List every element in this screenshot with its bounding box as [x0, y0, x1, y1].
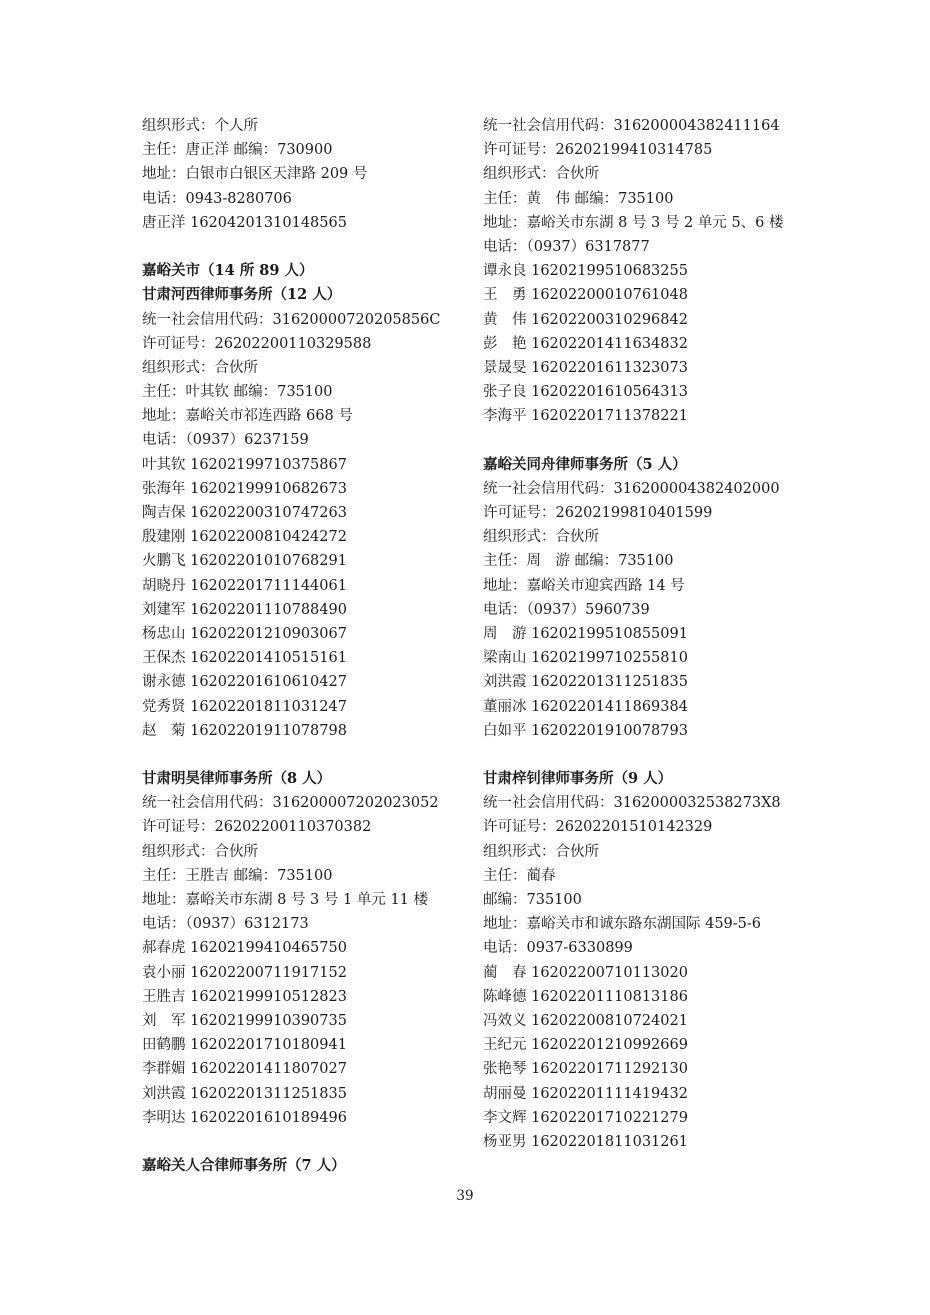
text-line: 组织形式：合伙所 — [483, 166, 599, 183]
text-line: 组织形式：个人所 — [142, 118, 258, 134]
text-line: 统一社会信用代码：3162000032538273X8 — [483, 795, 781, 812]
text-line: 主任：唐正洋 邮编：730900 — [142, 142, 333, 159]
text-line: 许可证号：26202200110370382 — [142, 819, 372, 836]
text-line: 杨亚男 16202201811031261 — [483, 1133, 688, 1150]
text-line: 地址：嘉峪关市东湖 8 号 3 号 1 单元 11 楼 — [142, 892, 428, 908]
section-heading: 甘肃明昊律师事务所（8 人） — [142, 770, 332, 788]
text-line: 赵 菊 16202201911078798 — [142, 722, 347, 739]
text-line: 地址：嘉峪关市迎宾西路 14 号 — [483, 577, 685, 594]
text-line: 地址：白银市白银区天津路 209 号 — [142, 166, 368, 183]
text-line: 陈峰德 16202201110813186 — [483, 988, 688, 1005]
text-line: 冯效义 16202200810724021 — [483, 1012, 688, 1029]
section-heading: 嘉峪关同舟律师事务所（5 人） — [483, 455, 687, 473]
text-line: 电话：0943-8280706 — [142, 190, 292, 207]
spacer — [142, 1130, 502, 1154]
spacer — [483, 743, 843, 767]
text-line: 组织形式：合伙所 — [483, 843, 599, 860]
text-line: 刘洪霞 16202201311251835 — [142, 1085, 347, 1102]
text-line: 主任：蔺春 — [483, 867, 556, 884]
spacer — [483, 428, 843, 452]
section-heading: 甘肃梓钊律师事务所（9 人） — [483, 770, 673, 788]
text-line: 梁南山 16202199710255810 — [483, 650, 688, 667]
text-line: 叶其钦 16202199710375867 — [142, 456, 347, 473]
text-line: 组织形式：合伙所 — [483, 529, 599, 546]
text-line: 统一社会信用代码：316200004382402000 — [483, 480, 780, 497]
text-line: 张艳琴 16202201711292130 — [483, 1061, 688, 1078]
text-line: 陶吉保 16202200310747263 — [142, 505, 347, 521]
text-line: 胡丽曼 16202201111419432 — [483, 1085, 688, 1102]
text-line: 胡晓丹 16202201711144061 — [142, 577, 347, 594]
text-line: 董丽冰 16202201411869384 — [483, 698, 688, 715]
section-heading: 甘肃河西律师事务所（12 人） — [142, 286, 342, 304]
text-line: 统一社会信用代码：316200007202023052 — [142, 795, 439, 812]
text-line: 统一社会信用代码：31620000720205856C — [142, 311, 441, 328]
text-line: 李群媚 16202201411807027 — [142, 1061, 347, 1078]
text-line: 张海年 16202199910682673 — [142, 480, 347, 497]
page-number: 39 — [456, 1188, 474, 1204]
text-line: 黄 伟 16202200310296842 — [483, 311, 688, 328]
text-line: 殷建刚 16202200810424272 — [142, 529, 347, 546]
text-line: 许可证号：26202200110329588 — [142, 335, 372, 352]
text-line: 唐正洋 16204201310148565 — [142, 214, 347, 231]
section-heading: 嘉峪关市（14 所 89 人） — [142, 262, 314, 280]
left-column — [142, 114, 502, 1178]
text-line: 刘洪霞 16202201311251835 — [483, 674, 688, 691]
spacer — [142, 743, 502, 767]
text-line: 火鹏飞 16202201010768291 — [142, 553, 347, 570]
text-line: 王胜吉 16202199910512823 — [142, 988, 347, 1005]
text-line: 李海平 16202201711378221 — [483, 408, 688, 425]
text-line: 电话：（0937）6317877 — [483, 238, 650, 255]
section-heading: 嘉峪关人合律师事务所（7 人） — [142, 1157, 346, 1175]
text-line: 电话：0937-6330899 — [483, 940, 633, 957]
text-line: 田鹤鹏 16202201710180941 — [142, 1037, 347, 1054]
text-line: 郝春虎 16202199410465750 — [142, 940, 347, 957]
text-line: 彭 艳 16202201411634832 — [483, 335, 688, 352]
text-line: 电话：（0937）6237159 — [142, 432, 309, 449]
text-line: 谢永德 16202201610610427 — [142, 674, 347, 691]
text-line: 许可证号：26202199810401599 — [483, 505, 713, 522]
text-line: 王保杰 16202201410515161 — [142, 650, 347, 667]
text-line: 景晟旻 16202201611323073 — [483, 359, 688, 376]
text-line: 刘建军 16202201110788490 — [142, 601, 347, 618]
text-line: 邮编：735100 — [483, 892, 582, 909]
text-line: 王 勇 16202200010761048 — [483, 287, 688, 304]
text-line: 谭永良 16202199510683255 — [483, 263, 688, 280]
spacer — [142, 235, 502, 259]
text-line: 袁小丽 16202200711917152 — [142, 964, 347, 981]
text-line: 主任：叶其钦 邮编：735100 — [142, 384, 333, 401]
text-line: 许可证号：26202201510142329 — [483, 819, 713, 836]
text-line: 主任：王胜吉 邮编：735100 — [142, 867, 333, 884]
text-line: 主任：周 游 邮编：735100 — [483, 553, 674, 570]
text-line: 组织形式：合伙所 — [142, 843, 258, 860]
text-line: 李文辉 16202201710221279 — [483, 1109, 688, 1126]
text-line: 张子良 16202201610564313 — [483, 384, 688, 401]
text-line: 蔺 春 16202200710113020 — [483, 964, 688, 981]
text-line: 地址：嘉峪关市和诚东路东湖国际 459-5-6 — [483, 916, 762, 933]
text-line: 杨忠山 16202201210903067 — [142, 625, 347, 642]
text-line: 组织形式：合伙所 — [142, 359, 258, 376]
text-line: 白如平 16202201910078793 — [483, 722, 688, 739]
right-column — [483, 114, 843, 1154]
text-line: 王纪元 16202201210992669 — [483, 1037, 688, 1054]
text-line: 电话：（0937）5960739 — [483, 601, 650, 618]
text-line: 刘 军 16202199910390735 — [142, 1012, 347, 1029]
text-line: 党秀贤 16202201811031247 — [142, 698, 347, 715]
text-line: 地址：嘉峪关市祁连西路 668 号 — [142, 408, 353, 425]
text-line: 地址：嘉峪关市东湖 8 号 3 号 2 单元 5、6 楼 — [483, 214, 784, 231]
text-line: 周 游 16202199510855091 — [483, 625, 688, 642]
text-line: 许可证号：26202199410314785 — [483, 142, 713, 159]
text-line: 李明达 16202201610189496 — [142, 1109, 347, 1126]
text-line: 统一社会信用代码：316200004382411164 — [483, 118, 780, 134]
text-line: 电话：（0937）6312173 — [142, 916, 309, 933]
text-line: 主任：黄 伟 邮编：735100 — [483, 190, 674, 207]
